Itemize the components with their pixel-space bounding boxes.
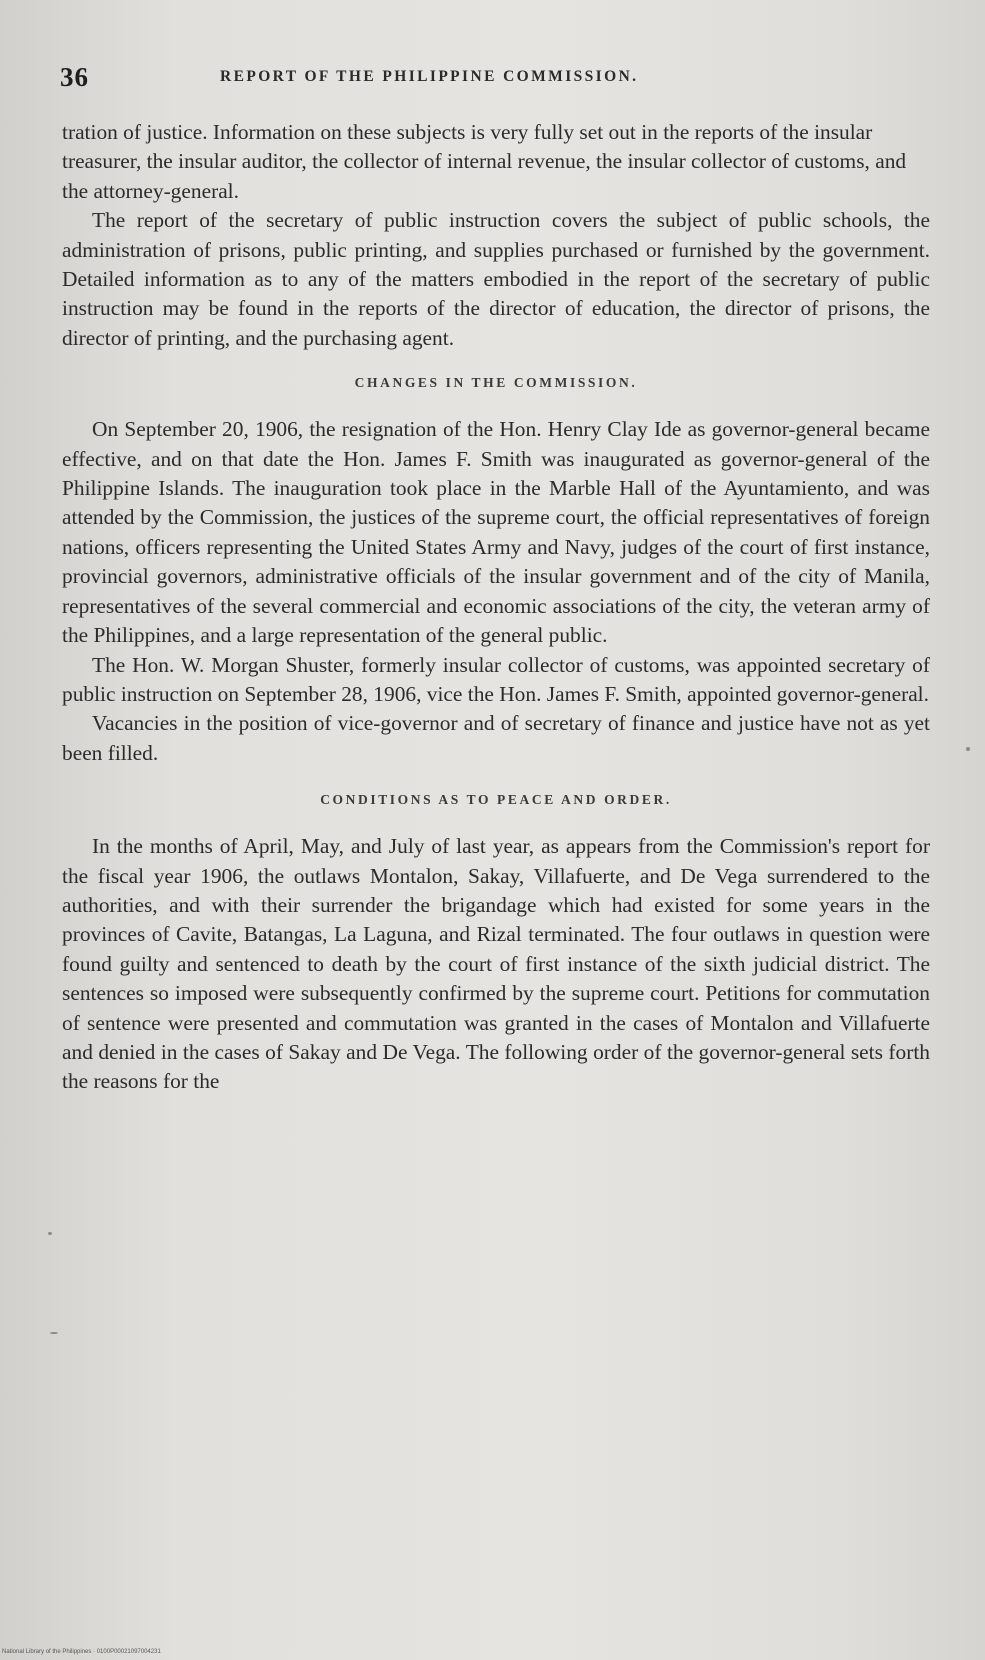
- scan-speck: [50, 1332, 58, 1334]
- paragraph-outlaws: In the months of April, May, and July of last year, as appears from the Commission's report for the fiscal year 1906, the outlaws Montalon, Sakay, Villafuerte, and De Vega surrendered to the authorities, and with their surrender the brigandage which had existed for some years in the provinces of Cavite, Batangas, La Laguna, and Rizal terminated. The four outlaws in question were found guilty and sentenced to death by the court of first instance of the sixth judicial district. The sentences so imposed were subsequently confirmed by the supreme court. Petitions for commutation of sentence were presented and commutation was granted in the cases of Montalon and Villafuerte and denied in the cases of Sakay and De Vega. The following order of the governor-general sets forth the reasons for the: [62, 834, 930, 1094]
- page-number: 36: [60, 62, 89, 92]
- paragraph-public-instruction: The report of the secretary of public instruction covers the subject of public schools, the administration of prisons, public printing, and supplies purchased or furnished by the government. Detailed information as to any of the matters embodied in the report of the secretary of public instruction may be found in the reports of the director of education, the director of prisons, the director of printing, and the purchasing agent.: [62, 208, 930, 350]
- page-header: [60, 62, 930, 98]
- paragraph-shuster-appointment: The Hon. W. Morgan Shuster, formerly insular collector of customs, was appointed secretary of public instruction on September 28, 1906, vice the Hon. James F. Smith, appointed governor-general.: [62, 652, 930, 706]
- scan-speck: [48, 1232, 52, 1235]
- running-head: REPORT OF THE PHILIPPINE COMMISSION.: [220, 68, 639, 85]
- scan-footer-note: National Library of the Philippines · 0100P00021097004231: [2, 1649, 161, 1655]
- scan-speck: [966, 747, 970, 751]
- paragraph-vacancies: Vacancies in the position of vice-governor and of secretary of finance and justice have not as yet been filled.: [62, 711, 930, 765]
- text-column: [62, 118, 930, 1097]
- section-heading-changes: CHANGES IN THE COMMISSION.: [354, 375, 638, 391]
- paragraph-inauguration: On September 20, 1906, the resignation of the Hon. Henry Clay Ide as governor-general became effective, and on that date the Hon. James F. Smith was inaugurated as governor-general of the Philippine Islands. The inauguration took place in the Marble Hall of the Ayuntamiento, and was attended by the Commission, the justices of the supreme court, the official representatives of foreign nations, officers representing the United States Army and Navy, judges of the court of first instance, provincial governors, administrative officials of the insular government and of the city of Manila, representatives of the several commercial and economic associations of the city, the veteran army of the Philippines, and a large representation of the general public.: [62, 417, 930, 648]
- section-heading-peace: CONDITIONS AS TO PEACE AND ORDER.: [320, 792, 672, 808]
- paragraph-continuation: tration of justice. Information on these subjects is very fully set out in the reports of the insular treasurer, the insular auditor, the collector of internal revenue, the insular collector of customs, and the attorney-general.: [62, 120, 907, 203]
